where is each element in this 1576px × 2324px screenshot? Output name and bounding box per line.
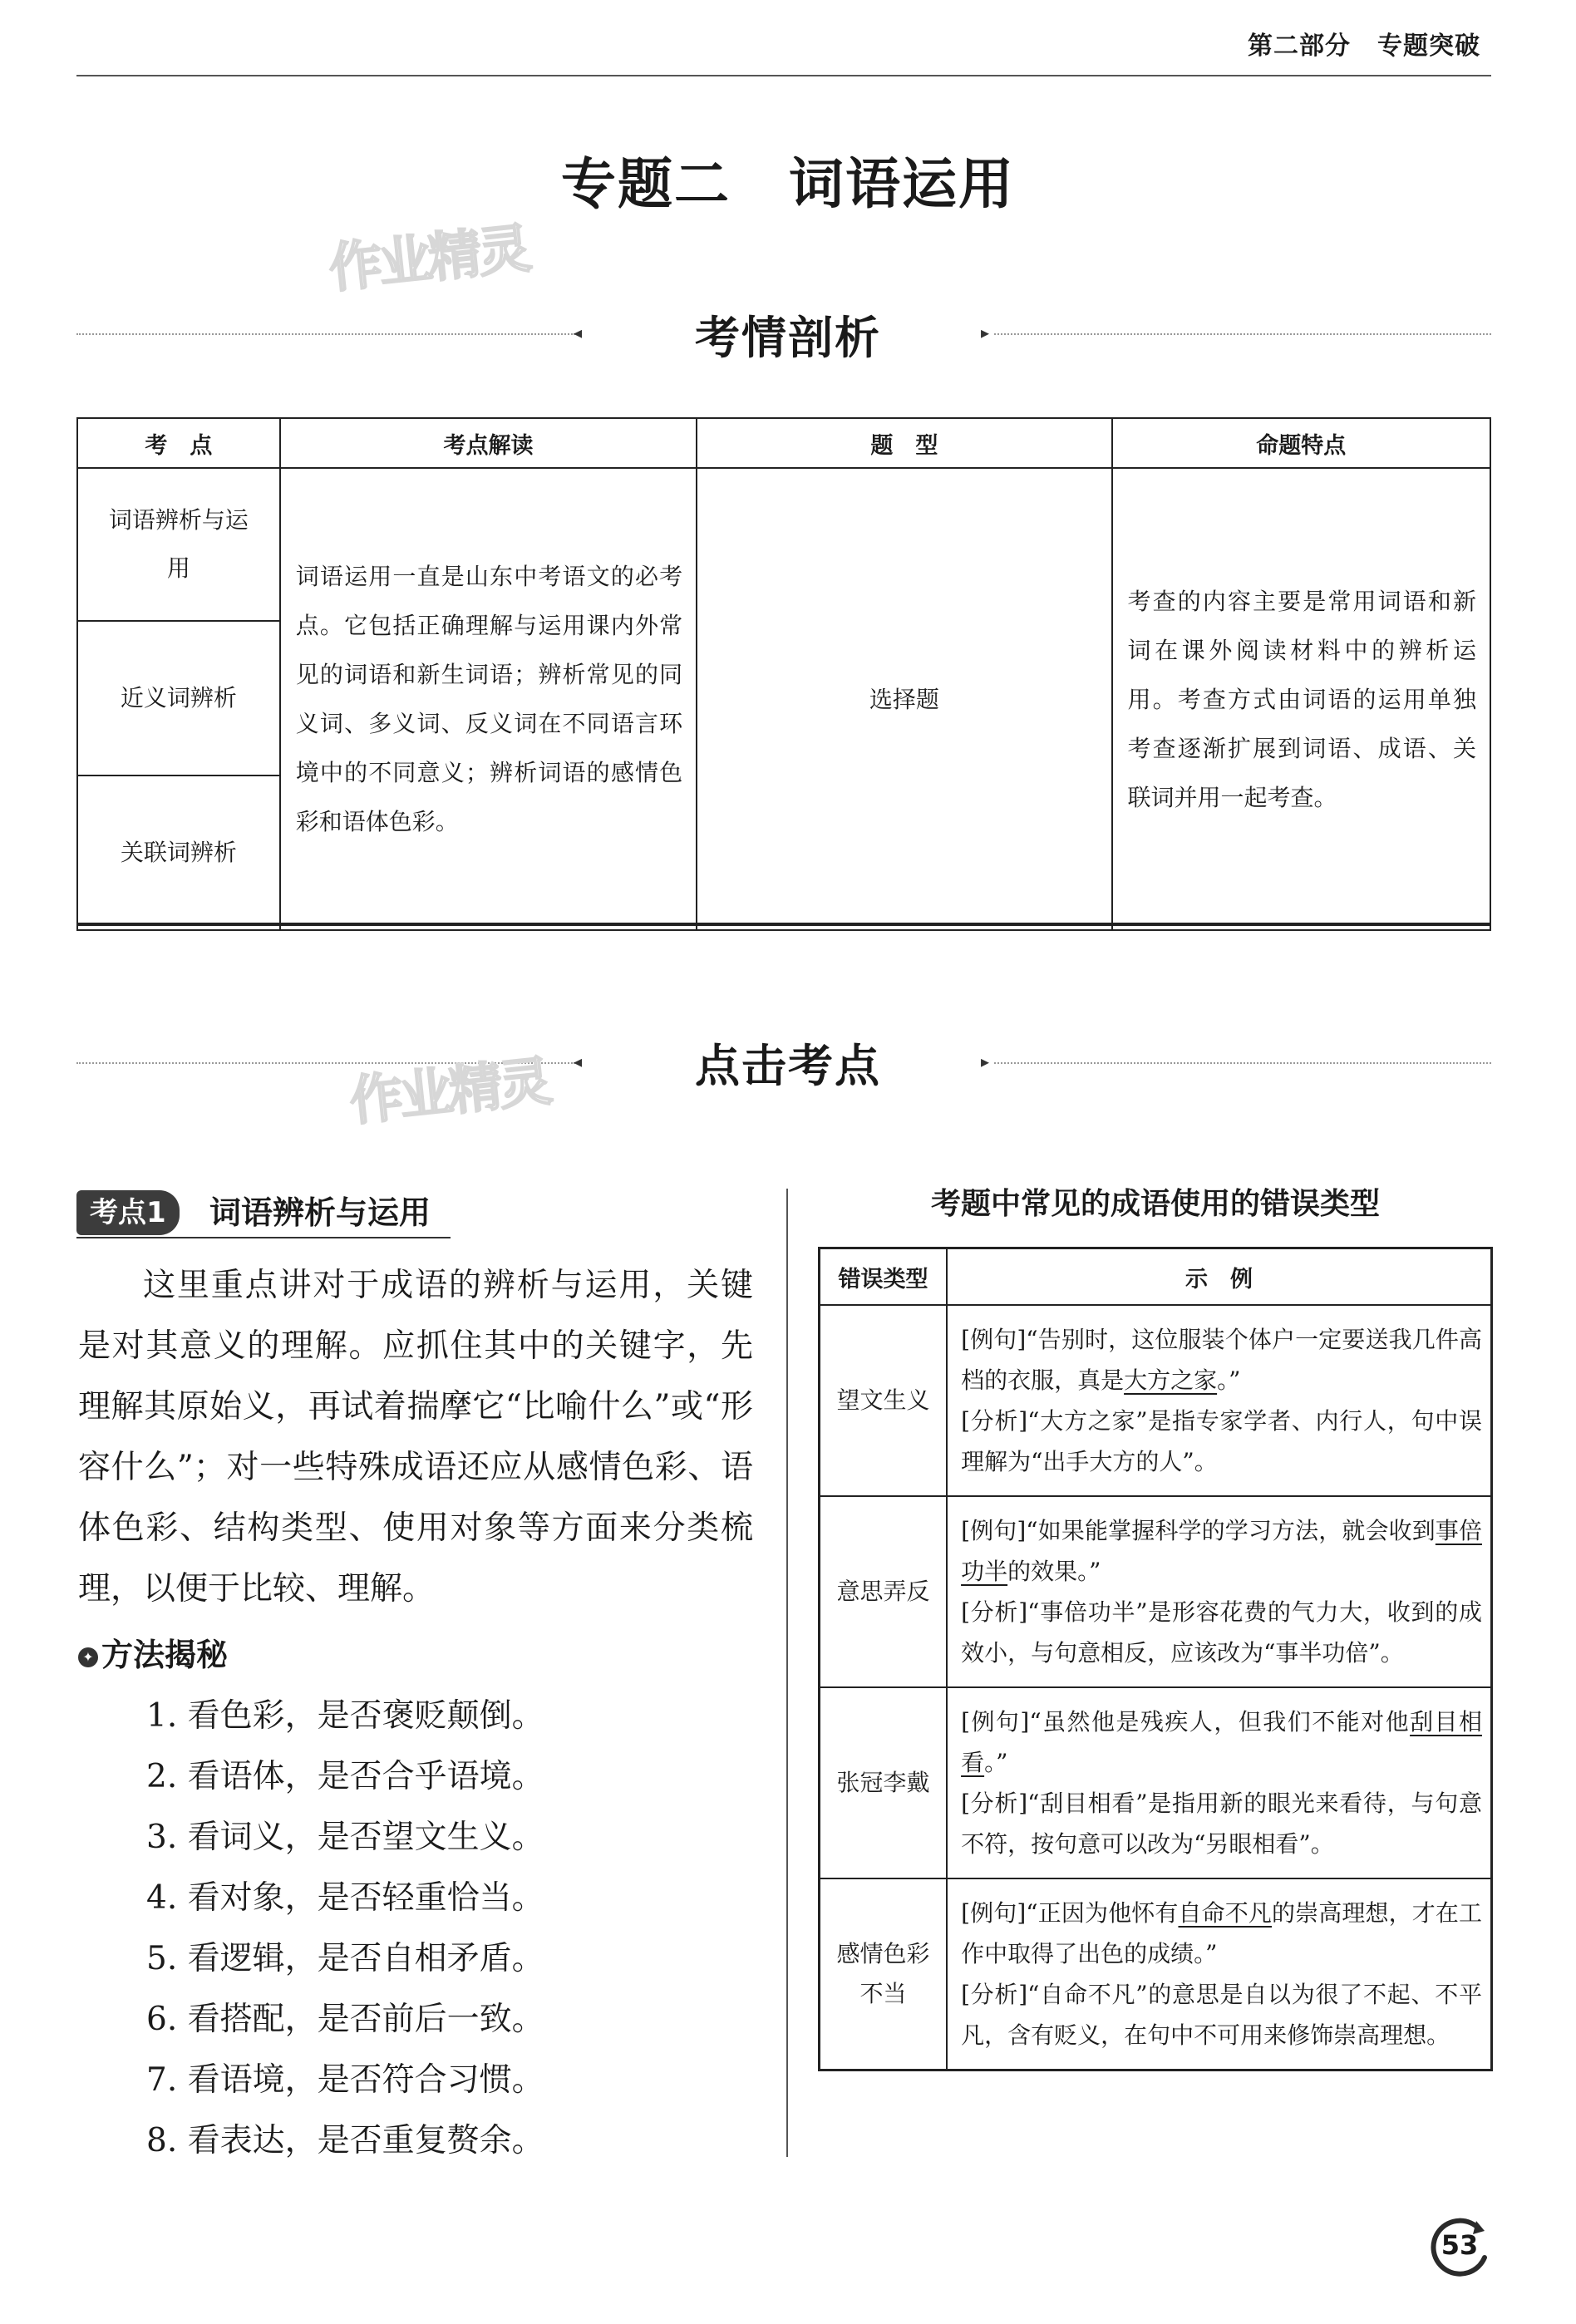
method-heading-text: 方法揭秘: [101, 1637, 229, 1673]
key-point-title: 词语辨析与运用: [209, 1194, 431, 1231]
table-header-row: [77, 418, 1490, 468]
col-header-example: 示 例: [947, 1248, 1491, 1306]
col-header-question-type: 题 型: [697, 418, 1111, 468]
col-header-features: 命题特点: [1112, 418, 1491, 468]
method-heading: [78, 1629, 228, 1675]
list-item: 2. 看语体，是否合乎语境。: [146, 1758, 544, 1795]
page-number: [1426, 2214, 1493, 2281]
intro-paragraph: 这里重点讲对于成语的辨析与运用，关键是对其意义的理解。应抓住其中的关键字，先理解其原始义，再试着揣摩它“比喻什么”或“形容什么”；对一些特殊成语还应从感情色彩、语体色彩、结构类型、使用对象等方面来分类梳理，以便于比较、理解。: [78, 1267, 753, 1608]
idiom-underlined: 刮目相看: [961, 1708, 1482, 1776]
list-item: 1. 看色彩，是否褒贬颠倒。: [146, 1697, 544, 1735]
example-analysis: [分析]“事倍功半”是形容花费的气力大，收到的成效小，与句意相反，应该改为“事半功倍”。: [961, 1598, 1482, 1667]
col-header-error-type: 错误类型: [820, 1248, 948, 1306]
topic-number: 专题二: [561, 151, 731, 216]
idiom-underlined: 事倍功半: [961, 1517, 1482, 1585]
question-type-cell: 选择题: [697, 468, 1111, 930]
error-types-table: [818, 1247, 1493, 2071]
left-arrow-icon: ◂: [574, 323, 583, 342]
example-analysis: [分析]“刮目相看”是指用新的眼光来看待，与句意不符，按句意可以改为“另眼相看”。: [961, 1790, 1482, 1858]
list-item: 5. 看逻辑，是否自相矛盾。: [146, 1940, 544, 1977]
key-point-intro: [78, 1255, 753, 1619]
example-cell: [947, 1687, 1491, 1878]
page-number-text: 53: [1441, 2229, 1479, 2261]
header-section: 专题突破: [1377, 32, 1480, 61]
example-analysis: [分析]“大方之家”是指专家学者、内行人，句中误理解为“出手大方的人”。: [961, 1407, 1482, 1475]
example-cell: [947, 1878, 1491, 2070]
example-cell: [947, 1305, 1491, 1496]
watermark: 作业精灵: [326, 218, 531, 301]
col-header-interpretation: 考点解读: [280, 418, 697, 468]
dotted-rule-right: [994, 333, 1491, 335]
interpretation-cell: 词语运用一直是山东中考语文的必考点。它包括正确理解与运用课内外常见的词语和新生词语；辨析常见的同义词、多义词、反义词在不同语言环境中的不同意义；辨析词语的感情色彩和语体色彩。: [280, 468, 697, 930]
dotted-rule-right: [994, 1062, 1491, 1064]
method-list: [146, 1686, 544, 2171]
header-part: 第二部分: [1248, 32, 1351, 61]
point-cell: 关联词辨析: [77, 775, 280, 930]
exam-analysis-table: [76, 417, 1491, 931]
right-arrow-icon: ▸: [981, 323, 990, 342]
table-bottom-rule: [76, 923, 1491, 926]
error-table-title: 考题中常见的成语使用的错误类型: [930, 1187, 1380, 1221]
idiom-underlined: 大方之家: [1124, 1366, 1218, 1394]
features-cell: 考查的内容主要是常用词语和新词在课外阅读材料中的辨析运用。考查方式由词语的运用单独考查逐渐扩展到词语、成语、关联词并用一起考查。: [1112, 468, 1491, 930]
table-row: [820, 1687, 1492, 1878]
error-type-cell: 望文生义: [820, 1305, 948, 1496]
example-sentence: [例句]“虽然他是残疾人，但我们不能对他刮目相看。”: [961, 1708, 1482, 1776]
key-point-badge: 考点1: [76, 1190, 180, 1235]
example-sentence: [例句]“正因为他怀有自命不凡的崇高理想，才在工作中取得了出色的成绩。”: [961, 1899, 1482, 1967]
example-sentence: [例句]“如果能掌握科学的学习方法，就会收到事倍功半的效果。”: [961, 1517, 1482, 1585]
list-item: 3. 看词义，是否望文生义。: [146, 1819, 544, 1856]
exam-analysis-heading: 考情剖析: [695, 311, 881, 364]
table-row: [77, 468, 1490, 621]
running-header: [1248, 25, 1480, 62]
key-points-heading: 点击考点: [695, 1039, 881, 1092]
error-type-cell: 张冠李戴: [820, 1687, 948, 1878]
point-cell: 词语辨析与运用: [77, 468, 280, 621]
topic-name: 词语运用: [789, 151, 1015, 216]
page-title: [0, 140, 1576, 219]
table-header-row: [820, 1248, 1492, 1306]
header-rule: [76, 75, 1491, 76]
example-cell: [947, 1496, 1491, 1687]
method-bullet-icon: ✦: [78, 1647, 98, 1667]
key-point-underline: [76, 1237, 451, 1238]
example-analysis: [分析]“自命不凡”的意思是自以为很了不起、不平凡，含有贬义，在句中不可用来修饰崇高理想。: [961, 1981, 1482, 2049]
column-divider: [786, 1189, 788, 2157]
table-row: [820, 1878, 1492, 2070]
col-header-point: 考 点: [77, 418, 280, 468]
table-row: [820, 1496, 1492, 1687]
error-type-cell: 感情色彩不当: [820, 1878, 948, 2070]
table-row: [820, 1305, 1492, 1496]
list-item: 4. 看对象，是否轻重恰当。: [146, 1879, 544, 1917]
example-sentence: [例句]“告别时，这位服装个体户一定要送我几件高档的衣服，真是大方之家。”: [961, 1326, 1482, 1394]
left-arrow-icon: ◂: [574, 1051, 583, 1071]
watermark: 作业精灵: [347, 1051, 552, 1134]
idiom-underlined: 自命不凡: [1178, 1899, 1272, 1927]
list-item: 6. 看搭配，是否前后一致。: [146, 2001, 544, 2038]
list-item: 8. 看表达，是否重复赘余。: [146, 2122, 544, 2159]
right-arrow-icon: ▸: [981, 1051, 990, 1071]
list-item: 7. 看语境，是否符合习惯。: [146, 2061, 544, 2099]
error-type-cell: 意思弄反: [820, 1496, 948, 1687]
point-cell: 近义词辨析: [77, 621, 280, 775]
